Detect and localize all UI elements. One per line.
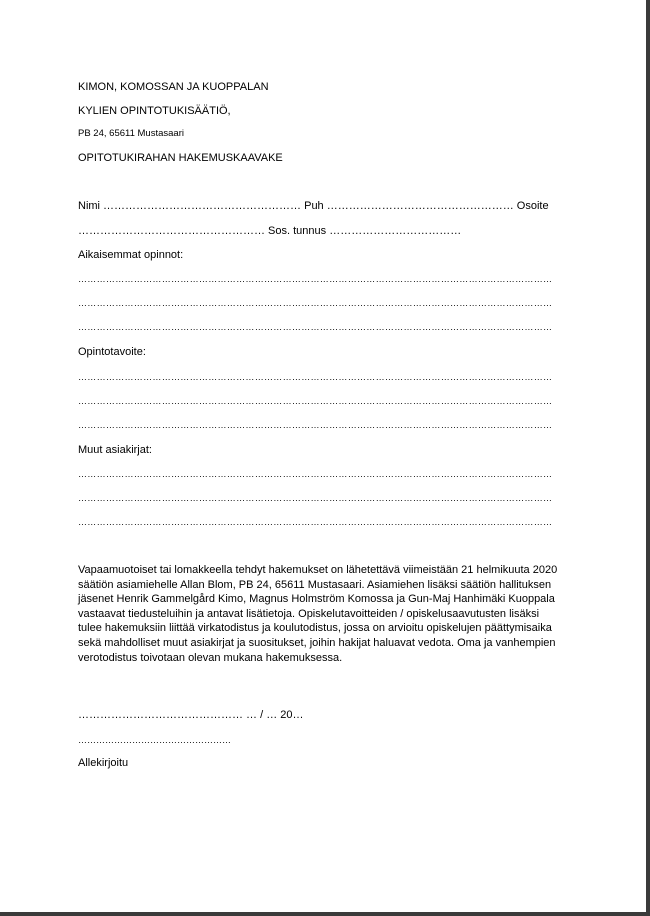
foundation-name-line2: KYLIEN OPINTOTUKISÄÄTIÖ, <box>78 105 231 117</box>
study-goal-label: Opintotavoite: <box>78 346 146 358</box>
signature-label: Allekirjoitu <box>78 757 129 769</box>
date-line: ……………………………………… … / … 20… <box>78 709 304 721</box>
foundation-name-line1: KIMON, KOMOSSAN JA KUOPPALAN <box>78 81 269 93</box>
other-documents-fill-line: ……………………………………………………………………………………………………………………………………… <box>78 517 553 527</box>
other-documents-fill-line: ……………………………………………………………………………………………………………………………………… <box>78 469 553 479</box>
form-title: OPITOTUKIRAHAN HAKEMUSKAAVAKE <box>78 152 283 164</box>
signature-line: …………………………………………… <box>78 735 231 745</box>
previous-studies-fill-line: ……………………………………………………………………………………………………………………………………… <box>78 322 553 332</box>
other-documents-label: Muut asiakirjat: <box>78 444 152 456</box>
study-goal-fill-line: ……………………………………………………………………………………………………………………………………… <box>78 372 553 382</box>
previous-studies-fill-line: ……………………………………………………………………………………………………………………………………… <box>78 298 553 308</box>
other-documents-fill-line: ……………………………………………………………………………………………………………………………………… <box>78 493 553 503</box>
study-goal-fill-line: ……………………………………………………………………………………………………………………………………… <box>78 420 553 430</box>
previous-studies-fill-line: ……………………………………………………………………………………………………………………………………… <box>78 274 553 284</box>
foundation-address: PB 24, 65611 Mustasaari <box>78 128 184 139</box>
previous-studies-label: Aikaisemmat opinnot: <box>78 249 184 261</box>
name-phone-address-fields: Nimi ……………………………………………… Puh …………………………………………… Osoite <box>78 200 549 212</box>
instructions-paragraph: Vapaamuotoiset tai lomakkeella tehdyt hakemukset on lähetettävä viimeistään 21 helmikuuta 2020 säätiön asiamiehelle Allan Blom, PB 24, 65611 Mustasaari. Asiamiehen lisäksi säätiön hallituksen jäsenet Henrik Gammelgård Kimo, Magnus Holmström Komossa ja Gun-Maj Hanhimäki Kuoppala vastaavat tiedusteluihin ja antavat lisätietoja. Opiskelutavoitteiden / opiskelusaavutusten lisäksi tulee hakemuksiin liittää virkatodistus ja koulutodistus, jossa on arvioitu opiskelujen päättymisaika sekä mahdolliset muut asiakirjat ja suositukset, joihin hakijat haluavat vedota. Oma ja vanhempien verotodistus toivotaan olevan mukana hakemuksessa. <box>78 564 558 664</box>
study-goal-fill-line: ……………………………………………………………………………………………………………………………………… <box>78 396 553 406</box>
address-ssn-fields: …………………………………………… Sos. tunnus ……………………………… <box>78 225 462 237</box>
